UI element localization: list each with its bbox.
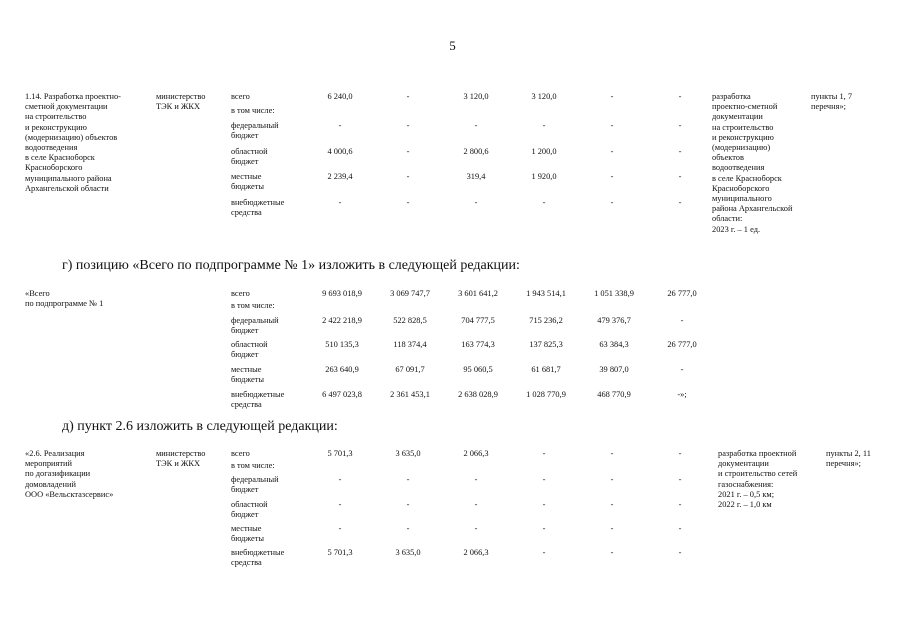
- value-cell: -: [338, 121, 342, 130]
- value-cell: 1 051 338,9: [594, 289, 634, 298]
- row-label: федеральный бюджет: [231, 316, 279, 336]
- value-cell: -: [610, 198, 614, 207]
- value-cell: -: [678, 524, 682, 533]
- value-cell: -: [610, 92, 614, 101]
- row-label: внебюджетные средства: [231, 198, 285, 218]
- value-cell: -: [610, 121, 614, 130]
- value-cell: -: [678, 475, 682, 484]
- row-label: местные бюджеты: [231, 365, 265, 385]
- value-cell: -: [680, 365, 684, 374]
- value-cell: -: [338, 524, 342, 533]
- page-number: 5: [449, 38, 456, 53]
- value-cell: -: [610, 524, 614, 533]
- row-label: федеральный бюджет: [231, 121, 279, 141]
- value-cell: -: [406, 147, 410, 156]
- value-cell: 5 701,3: [327, 548, 353, 557]
- value-cell: -: [338, 198, 342, 207]
- value-cell: 6 240,0: [327, 92, 353, 101]
- row-label: областной бюджет: [231, 147, 268, 167]
- value-cell: -: [406, 475, 410, 484]
- value-cell: -: [338, 500, 342, 509]
- value-cell: -: [678, 172, 682, 181]
- value-cell: 715 236,2: [529, 316, 563, 325]
- row-label: областной бюджет: [231, 340, 268, 360]
- item-description: «Всего по подпрограмме № 1: [25, 289, 104, 309]
- value-cell: -: [542, 524, 546, 533]
- value-cell: 2 066,3: [463, 548, 489, 557]
- value-cell: -: [610, 172, 614, 181]
- value-cell: -: [678, 449, 682, 458]
- value-cell: -: [338, 475, 342, 484]
- value-cell: -: [610, 500, 614, 509]
- value-cell: 1 200,0: [531, 147, 557, 156]
- value-cell: 2 638 028,9: [458, 390, 498, 399]
- list-points: пункты 1, 7 перечня»;: [811, 92, 853, 112]
- value-cell: -: [542, 475, 546, 484]
- value-cell: 704 777,5: [461, 316, 495, 325]
- value-cell: 137 825,3: [529, 340, 563, 349]
- section-heading-d: д) пункт 2.6 изложить в следующей редакции:: [62, 419, 338, 434]
- value-cell: 2 066,3: [463, 449, 489, 458]
- row-label: всего: [231, 449, 250, 458]
- row-label: местные бюджеты: [231, 172, 265, 192]
- row-label: областной бюджет: [231, 500, 268, 520]
- value-cell: -: [406, 500, 410, 509]
- value-cell: -: [542, 548, 546, 557]
- value-cell: -: [680, 316, 684, 325]
- value-cell: 3 069 747,7: [390, 289, 430, 298]
- executor: министерство ТЭК и ЖКХ: [156, 92, 206, 112]
- value-cell: 95 060,5: [463, 365, 493, 374]
- value-cell: 163 774,3: [461, 340, 495, 349]
- value-cell: 3 120,0: [463, 92, 489, 101]
- value-cell: -: [678, 147, 682, 156]
- sub-label: в том числе:: [231, 461, 275, 470]
- sub-label: в том числе:: [231, 301, 275, 310]
- value-cell: 2 239,4: [327, 172, 353, 181]
- value-cell: -: [474, 524, 478, 533]
- value-cell: -: [406, 198, 410, 207]
- row-label: внебюджетные средства: [231, 390, 285, 410]
- value-cell: -: [474, 475, 478, 484]
- value-cell: 510 135,3: [325, 340, 359, 349]
- value-cell: 6 497 023,8: [322, 390, 362, 399]
- value-cell: -: [610, 548, 614, 557]
- value-cell: 26 777,0: [667, 340, 697, 349]
- value-cell: -: [474, 121, 478, 130]
- item-description: 1.14. Разработка проектно- сметной документации на строительство и реконструкцию (модернизацию) объектов водоотведения в селе Красноборск Красноборского муниципального района Архангельской области: [25, 92, 121, 193]
- value-cell: 1 943 514,1: [526, 289, 566, 298]
- value-cell: 2 422 218,9: [322, 316, 362, 325]
- value-cell: -: [542, 121, 546, 130]
- value-cell: -: [542, 449, 546, 458]
- sub-label: в том числе:: [231, 106, 275, 115]
- value-cell: -: [474, 198, 478, 207]
- value-cell: 3 601 641,2: [458, 289, 498, 298]
- value-cell: -: [542, 500, 546, 509]
- value-cell: -»;: [677, 390, 687, 399]
- value-cell: -: [406, 121, 410, 130]
- item-description: «2.6. Реализация мероприятий по догазификации домовладений ООО «Вельсктазсервис»: [25, 449, 114, 499]
- value-cell: 319,4: [466, 172, 486, 181]
- value-cell: -: [474, 500, 478, 509]
- executor: министерство ТЭК и ЖКХ: [156, 449, 206, 469]
- value-cell: 63 384,3: [599, 340, 629, 349]
- value-cell: 39 807,0: [599, 365, 629, 374]
- expected-result: разработка проектной документации и строительство сетей газоснабжения: 2021 г. – 0,5 км; 2022 г. – 1,0 км: [718, 449, 798, 510]
- value-cell: -: [678, 548, 682, 557]
- list-points: пункты 2, 11 перечня»;: [826, 449, 871, 469]
- value-cell: 61 681,7: [531, 365, 561, 374]
- value-cell: 479 376,7: [597, 316, 631, 325]
- value-cell: -: [610, 147, 614, 156]
- value-cell: -: [678, 198, 682, 207]
- expected-result: разработка проектно-сметной документации на строительство и реконструкцию (модернизацию) объектов водоотведения в селе Красноборск Красноборского муниципального района Архангельской области: 2023 г. – 1 ед.: [712, 92, 793, 234]
- value-cell: -: [678, 500, 682, 509]
- row-label: внебюджетные средства: [231, 548, 285, 568]
- value-cell: 5 701,3: [327, 449, 353, 458]
- value-cell: 3 120,0: [531, 92, 557, 101]
- value-cell: 26 777,0: [667, 289, 697, 298]
- value-cell: -: [406, 172, 410, 181]
- value-cell: 3 635,0: [395, 449, 421, 458]
- row-label: всего: [231, 92, 250, 101]
- row-label: местные бюджеты: [231, 524, 265, 544]
- value-cell: 67 091,7: [395, 365, 425, 374]
- value-cell: -: [610, 449, 614, 458]
- row-label: всего: [231, 289, 250, 298]
- value-cell: -: [542, 198, 546, 207]
- row-label: федеральный бюджет: [231, 475, 279, 495]
- value-cell: 263 640,9: [325, 365, 359, 374]
- value-cell: 3 635,0: [395, 548, 421, 557]
- value-cell: 1 028 770,9: [526, 390, 566, 399]
- value-cell: 2 800,6: [463, 147, 489, 156]
- value-cell: 468 770,9: [597, 390, 631, 399]
- section-heading-g: г) позицию «Всего по подпрограмме № 1» изложить в следующей редакции:: [62, 258, 520, 273]
- value-cell: 1 920,0: [531, 172, 557, 181]
- value-cell: -: [678, 121, 682, 130]
- value-cell: 9 693 018,9: [322, 289, 362, 298]
- value-cell: -: [406, 92, 410, 101]
- value-cell: 2 361 453,1: [390, 390, 430, 399]
- value-cell: -: [610, 475, 614, 484]
- value-cell: 118 374,4: [393, 340, 427, 349]
- value-cell: -: [678, 92, 682, 101]
- value-cell: 4 000,6: [327, 147, 353, 156]
- value-cell: 522 828,5: [393, 316, 427, 325]
- value-cell: -: [406, 524, 410, 533]
